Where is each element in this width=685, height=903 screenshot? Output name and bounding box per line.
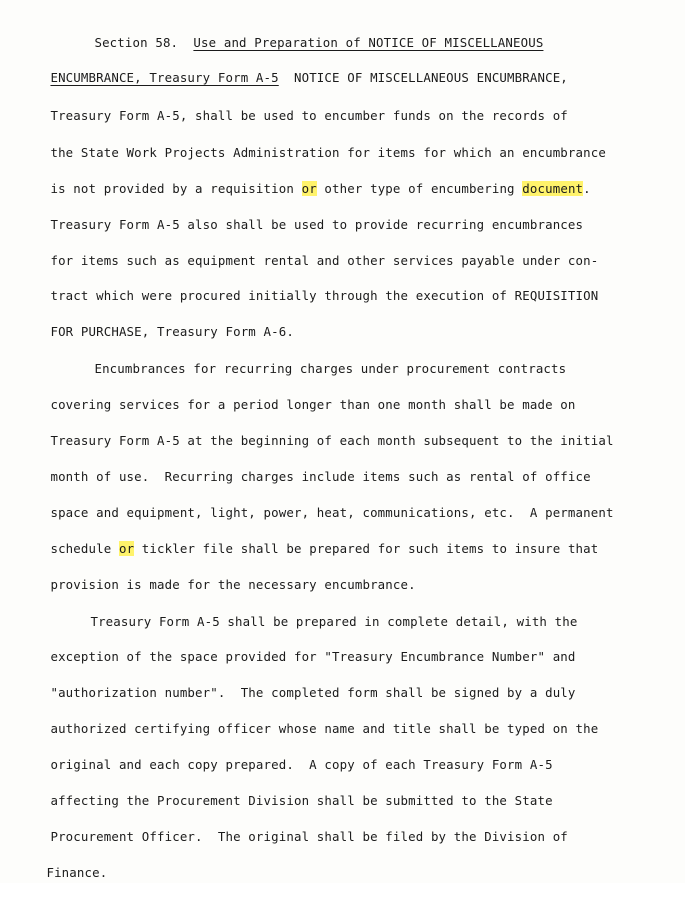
text-segment: NOTICE OF MISCELLANEOUS ENCUMBRANCE, — [278, 70, 568, 85]
text-line — [20, 411, 614, 448]
text-line — [20, 231, 599, 268]
text-line — [20, 195, 584, 232]
text-segment: Encumbrances for recurring charges under procurement contracts — [94, 361, 567, 376]
text-line — [20, 123, 606, 160]
text-line — [20, 735, 553, 772]
text-segment: . — [583, 181, 591, 196]
text-line — [20, 48, 568, 85]
text-line — [20, 159, 591, 196]
text-segment: tickler file shall be prepared for such items to insure that — [134, 541, 599, 556]
text-line — [20, 807, 568, 844]
text-line — [20, 555, 416, 592]
text-segment: "authorization number". The completed form shall be signed by a duly — [50, 685, 576, 700]
text-line — [64, 13, 544, 50]
section-title-continued: ENCUMBRANCE, Treasury Form A-5 — [50, 70, 279, 85]
text-segment: FOR PURCHASE, Treasury Form A-6. — [50, 324, 294, 339]
text-segment: Treasury Form A-5 at the beginning of each month subsequent to the initial — [50, 433, 614, 448]
text-line — [20, 483, 614, 520]
text-segment: space and equipment, light, power, heat, communications, etc. A permanent — [50, 505, 614, 520]
text-line — [64, 339, 567, 376]
text-segment: affecting the Procurement Division shall be submitted to the State — [50, 793, 553, 808]
text-line — [20, 375, 576, 412]
highlighted-word: or — [118, 541, 135, 556]
highlighted-word: document — [522, 181, 584, 196]
text-segment: month of use. Recurring charges include items such as rental of office — [50, 469, 591, 484]
text-line — [60, 592, 578, 629]
text-line — [20, 302, 294, 339]
section-title: Use and Preparation of NOTICE OF MISCELLANEOUS — [193, 35, 544, 50]
text-line — [20, 699, 599, 736]
text-segment: for items such as equipment rental and other services payable under con- — [50, 253, 599, 268]
text-line — [20, 86, 568, 123]
text-segment: other type of encumbering — [316, 181, 523, 196]
text-segment: Procurement Officer. The original shall be filed by the Division of — [50, 829, 568, 844]
text-line — [20, 663, 576, 700]
text-segment: covering services for a period longer than one month shall be made on — [50, 397, 576, 412]
text-line — [20, 447, 591, 484]
text-line — [20, 519, 599, 556]
text-segment: Treasury Form A-5, shall be used to encumber funds on the records of — [50, 108, 568, 123]
highlighted-word: or — [301, 181, 317, 196]
text-segment: Finance. — [46, 865, 108, 880]
text-line — [16, 843, 108, 880]
text-segment: Treasury Form A-5 shall be prepared in complete detail, with the — [90, 614, 578, 629]
text-segment: original and each copy prepared. A copy of each Treasury Form A-5 — [50, 757, 553, 772]
text-line — [20, 771, 553, 808]
section-number: Section 58. — [94, 35, 194, 50]
text-segment: the State Work Projects Administration for items for which an encumbrance — [50, 145, 606, 160]
text-segment: Treasury Form A-5 also shall be used to provide recurring encumbrances — [50, 217, 584, 232]
text-segment: tract which were procured initially through the execution of REQUISITION — [50, 288, 599, 303]
text-line — [20, 266, 599, 303]
text-line — [20, 627, 576, 664]
text-segment: exception of the space provided for "Treasury Encumbrance Number" and — [50, 649, 576, 664]
text-segment: schedule — [50, 541, 119, 556]
text-segment: provision is made for the necessary encumbrance. — [50, 577, 416, 592]
text-segment: authorized certifying officer whose name and title shall be typed on the — [50, 721, 599, 736]
text-segment: is not provided by a requisition — [50, 181, 302, 196]
